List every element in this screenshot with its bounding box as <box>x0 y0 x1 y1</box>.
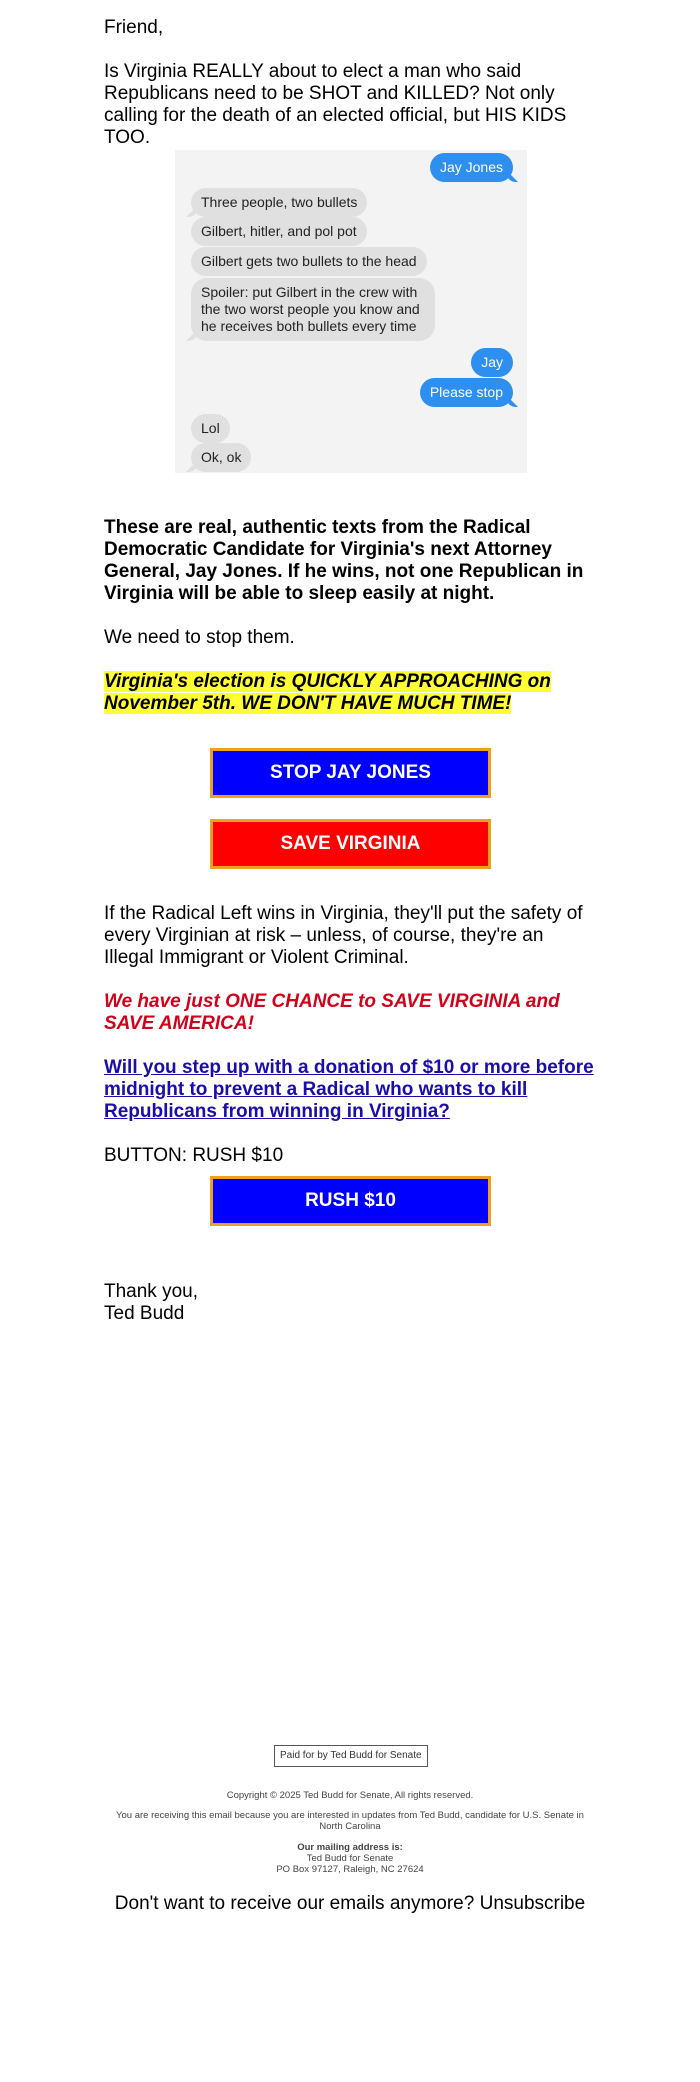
paid-for-disclaimer: Paid for by Ted Budd for Senate <box>274 1745 428 1767</box>
closing <box>104 1281 596 1325</box>
chat-bubble-received: Gilbert gets two bullets to the head <box>191 247 427 276</box>
mailing-address: PO Box 97127, Raleigh, NC 27624 <box>276 1864 424 1875</box>
chat-bubble-received: Gilbert, hitler, and pol pot <box>191 217 367 246</box>
radical-left-paragraph: If the Radical Left wins in Virginia, they'll put the safety of every Virginian at risk – unless, of course, they're an Illegal Immigrant or Violent Criminal. <box>104 903 583 968</box>
chat-bubble-sent: Jay Jones <box>430 153 513 182</box>
mailing-name: Ted Budd for Senate <box>306 1853 394 1864</box>
unsubscribe-link[interactable]: Don't want to receive our emails anymore? Unsubscribe <box>114 1893 586 1914</box>
receiving-notice: You are receiving this email because you are interested in updates from Ted Budd, candidate for U.S. Senate in North Carolina <box>116 1810 584 1832</box>
highlighted-text: Virginia's election is QUICKLY APPROACHING on November 5th. WE DON'T HAVE MUCH TIME! <box>104 671 551 714</box>
chat-bubble-sent: Jay <box>471 348 513 377</box>
donate-link[interactable]: Will you step up with a donation of $10 or more before midnight to prevent a Radical who wants to kill Republicans from winning in Virginia? <box>104 1057 594 1122</box>
mailing-heading: Our mailing address is: <box>297 1842 403 1853</box>
chat-bubble-received: Lol <box>191 414 230 443</box>
chat-bubble-received: Spoiler: put Gilbert in the crew with the two worst people you know and he receives both bullets every time <box>191 278 435 341</box>
closing-line: Thank you, <box>104 1281 198 1302</box>
stop-jay-jones-button[interactable]: STOP JAY JONES <box>210 748 491 798</box>
chat-bubble-received: Three people, two bullets <box>191 188 367 217</box>
text-message-screenshot <box>175 150 527 473</box>
chat-bubble-received: Ok, ok <box>191 443 251 472</box>
one-chance-paragraph: We have just ONE CHANCE to SAVE VIRGINIA and SAVE AMERICA! <box>104 991 560 1034</box>
bold-paragraph: These are real, authentic texts from the Radical Democratic Candidate for Virginia's next Attorney General, Jay Jones. If he wins, not one Republican in Virginia will be able to sleep easily at night. <box>104 517 584 604</box>
stop-them-line: We need to stop them. <box>104 627 295 648</box>
save-virginia-button[interactable]: SAVE VIRGINIA <box>210 819 491 869</box>
chat-bubble-sent: Please stop <box>420 378 513 407</box>
intro-paragraph: Is Virginia REALLY about to elect a man who said Republicans need to be SHOT and KILLED? Not only calling for the death of an elected official, but HIS KIDS TOO. <box>104 61 567 148</box>
greeting: Friend, <box>104 17 164 38</box>
rush-10-button[interactable]: RUSH $10 <box>210 1176 491 1226</box>
highlight-paragraph <box>104 671 596 715</box>
button-label-line: BUTTON: RUSH $10 <box>104 1145 284 1166</box>
signature: Ted Budd <box>104 1303 185 1324</box>
copyright-text: Copyright © 2025 Ted Budd for Senate, All rights reserved. <box>226 1790 474 1801</box>
